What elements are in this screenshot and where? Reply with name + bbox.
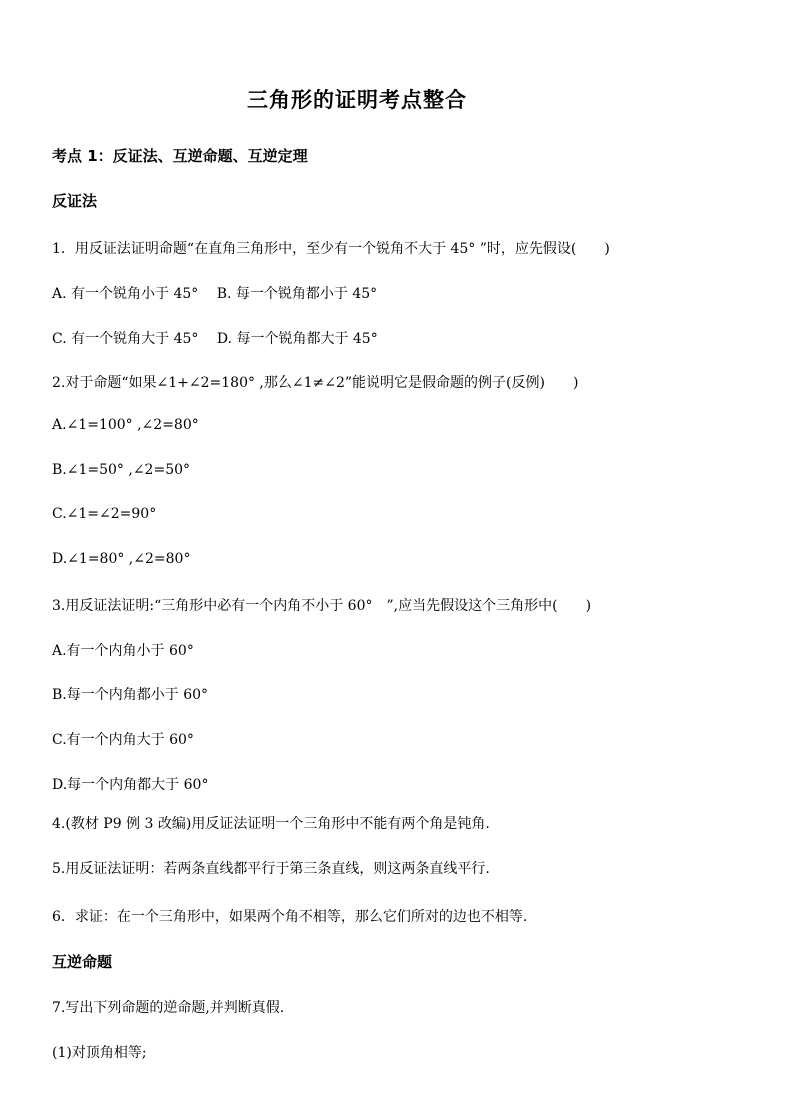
question-7-part-1: (1)对顶角相等;	[52, 1045, 147, 1061]
question-2-option-c: C.∠1=∠2=90°	[52, 506, 157, 522]
section-heading: 考点 1：反证法、互逆命题、互逆定理	[52, 147, 308, 165]
question-3-option-b: B.每一个内角都小于 60°	[52, 687, 209, 703]
question-2-option-a: A.∠1=100° ,∠2=80°	[52, 417, 199, 433]
question-1-options-ab: A. 有一个锐角小于 45° B. 每一个锐角都小于 45°	[52, 286, 378, 302]
question-2-stem: 2.对于命题“如果∠1+∠2=180° ,那么∠1≠∠2”能说明它是假命题的例子(反例) )	[52, 375, 579, 391]
question-5: 5.用反证法证明：若两条直线都平行于第三条直线，则这两条直线平行.	[52, 861, 490, 877]
subsection-heading-huni: 互逆命题	[52, 953, 113, 971]
question-1-stem: 1．用反证法证明命题“在直角三角形中，至少有一个锐角不大于 45° ”时，应先假设( )	[52, 241, 610, 257]
question-3-option-c: C.有一个内角大于 60°	[52, 732, 194, 748]
question-2-option-b: B.∠1=50° ,∠2=50°	[52, 462, 191, 478]
question-3-stem: 3.用反证法证明:“三角形中必有一个内角不小于 60° ”,应当先假设这个三角形中( )	[52, 598, 592, 614]
subsection-heading-fanzhengfa: 反证法	[52, 192, 98, 210]
question-3-option-a: A.有一个内角小于 60°	[52, 643, 194, 659]
question-3-option-d: D.每一个内角都大于 60°	[52, 777, 209, 793]
page-title: 三角形的证明考点整合	[247, 88, 467, 112]
question-7-stem: 7.写出下列命题的逆命题,并判断真假.	[52, 1000, 285, 1016]
question-6: 6．求证：在一个三角形中，如果两个角不相等，那么它们所对的边也不相等.	[52, 909, 528, 925]
question-2-option-d: D.∠1=80° ,∠2=80°	[52, 551, 191, 567]
question-1-options-cd: C. 有一个锐角大于 45° D. 每一个锐角都大于 45°	[52, 331, 378, 347]
question-4: 4.(教材 P9 例 3 改编)用反证法证明一个三角形中不能有两个角是钝角.	[52, 816, 490, 832]
